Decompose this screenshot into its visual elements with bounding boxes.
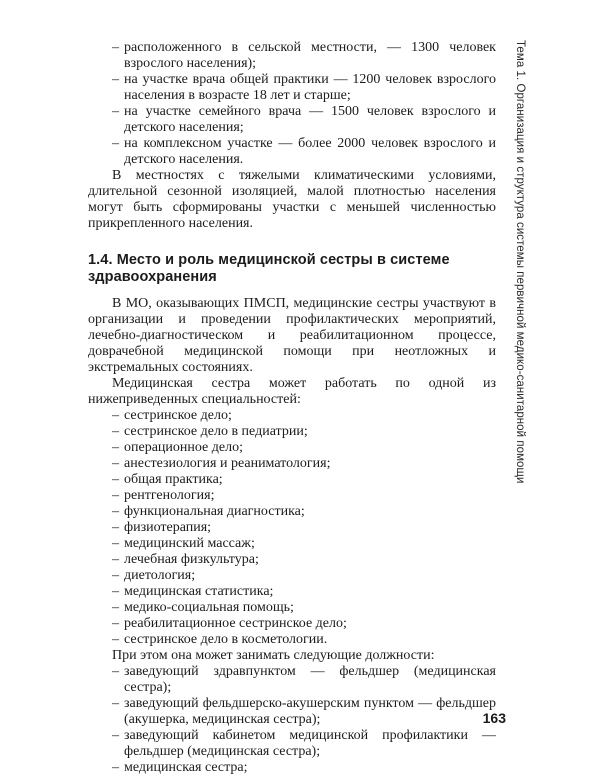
page-number: 163 (482, 710, 506, 726)
list-item: – функциональная диагностика; (88, 504, 496, 520)
list-item: – операционное дело; (88, 440, 496, 456)
list-item: – сестринское дело в педиатрии; (88, 424, 496, 440)
top-list (88, 40, 496, 168)
list-item: – заведующий здравпунктом — фельдшер (медицинская сестра); (88, 664, 496, 696)
section-heading: 1.4. Место и роль медицинской сестры в системе здравоохранения (88, 252, 450, 285)
paragraph-climate: В местностях с тяжелыми климатическими условиями, длительной сезонной изоляцией, малой плотностью населения могут быть сформированы участки с меньшей численностью прикрепленного населения. (88, 168, 496, 231)
list-item: – медико-социальная помощь; (88, 600, 496, 616)
list-item: – медицинская сестра; (88, 760, 496, 776)
list-item: – рентгенология; (88, 488, 496, 504)
list-item: – медицинский массаж; (88, 536, 496, 552)
running-header-text: Тема 1. Организация и структура системы первичной медико-санитарной помощи (514, 40, 526, 484)
list-item: – диетология; (88, 568, 496, 584)
paragraph-positions-intro: При этом она может занимать следующие должности: (112, 648, 435, 663)
list-item: – лечебная физкультура; (88, 552, 496, 568)
list-item: – общая практика; (88, 472, 496, 488)
list-item: – реабилитационное сестринское дело; (88, 616, 496, 632)
list-item: – анестезиология и реаниматология; (88, 456, 496, 472)
paragraph-specialties-intro: Медицинская сестра может работать по одной из нижеприведенных специальностей: (88, 376, 496, 407)
list-item: – сестринское дело в косметологии. (88, 632, 496, 648)
list-item: – сестринское дело; (88, 408, 496, 424)
page-body (88, 40, 496, 776)
list-item: – на участке врача общей практики — 1200 человек взрослого населения в возрасте 18 лет и старше; (88, 72, 496, 104)
list-item: – на участке семейного врача — 1500 человек взрослого и детского населения; (88, 104, 496, 136)
list-item: – заведующий фельдшерско-акушерским пунктом — фельдшер (акушерка, медицинская сестра); (88, 696, 496, 728)
list-item: – расположенного в сельской местности, — 1300 человек взрослого населения); (88, 40, 496, 72)
list-item: – физиотерапия; (88, 520, 496, 536)
specialties-list (88, 408, 496, 648)
list-item: – заведующий кабинетом медицинской профилактики — фельдшер (медицинская сестра); (88, 728, 496, 760)
list-item: – на комплексном участке — более 2000 человек взрослого и детского населения. (88, 136, 496, 168)
paragraph-mo: В МО, оказывающих ПМСП, медицинские сестры участвуют в организации и проведении профилактических мероприятий, лечебно-диагностическом и реабилитационном процессе, доврачебной медицинской помощи при неотложных и экстремальных состояниях. (88, 296, 496, 375)
positions-list (88, 664, 496, 776)
list-item: – медицинская статистика; (88, 584, 496, 600)
